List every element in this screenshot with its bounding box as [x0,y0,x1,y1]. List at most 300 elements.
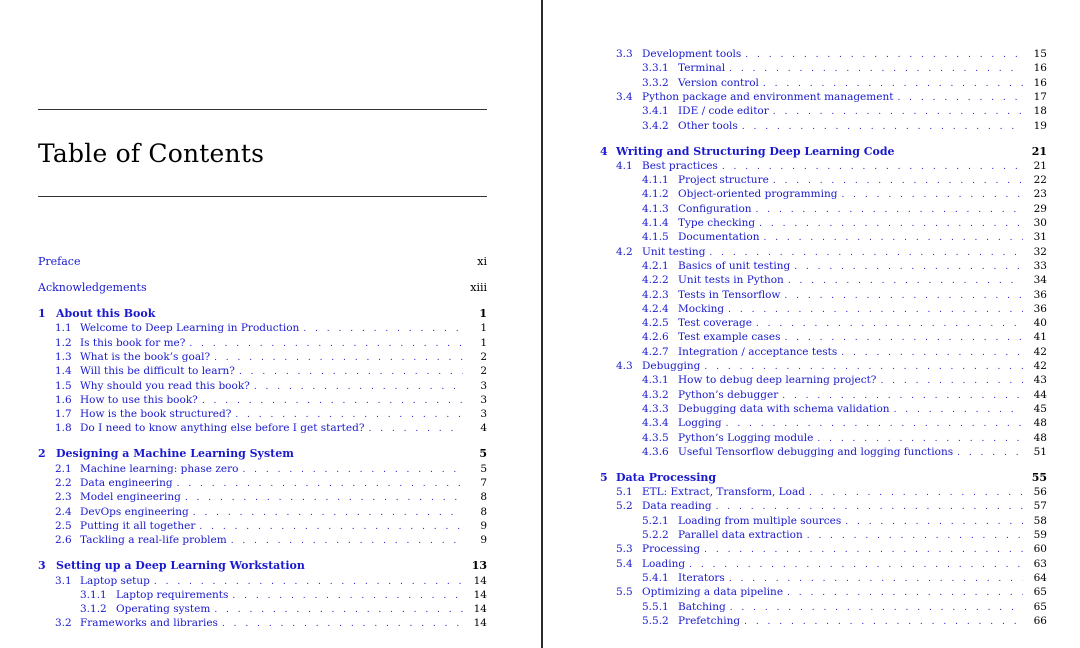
toc-section-entry[interactable] [55,336,487,351]
toc-entry-number: 5.2 [616,500,633,513]
dot-leader [957,446,1023,460]
dot-leader [235,408,463,422]
toc-chapter-entry[interactable] [600,145,1047,159]
dot-leader [756,203,1023,217]
page-divider [541,0,543,648]
toc-entry-title: Data Processing [616,470,717,484]
toc-entry-number: 4.3.3 [642,402,669,415]
toc-entry-number: 3.3.2 [642,76,669,89]
toc-entry-title: Frameworks and libraries [80,617,218,630]
toc-page-number: 3 [480,393,487,406]
toc-entry-title: Test example cases [678,331,781,344]
toc-page-number: 57 [1033,500,1047,513]
toc-entry-number: 5.1 [616,486,633,499]
dot-leader [177,477,463,491]
toc-entry-title: Optimizing a data pipeline [642,586,784,599]
toc-entry-number: 4.2 [616,245,633,258]
toc-entry-title: How to use this book? [80,393,198,406]
toc-entry-title: IDE / code editor [678,105,769,118]
dot-leader [726,417,1023,431]
toc-section-entry[interactable] [642,514,1047,529]
toc-page-number: 42 [1033,345,1047,358]
toc-entry-number: 2.2 [55,477,72,489]
dot-leader [763,231,1023,245]
toc-entry-title: Tests in Tensorflow [678,288,781,301]
toc-page-number: 59 [1033,529,1047,541]
toc-page-number: 1 [480,322,487,335]
toc-section-entry[interactable] [642,445,1047,460]
toc-entry-title: Parallel data extraction [678,529,803,541]
toc-entry-number: 4.3.6 [642,445,669,458]
toc-entry-title: Is this book for me? [80,336,186,349]
toc-page-number: 41 [1033,331,1047,344]
toc-chapter-entry[interactable] [38,281,487,295]
toc-entry-number: 4.1.2 [642,188,669,201]
dot-leader [745,48,1023,62]
toc-entry-number: 5.2.1 [642,514,669,527]
dot-leader [728,303,1023,317]
toc-section-entry[interactable] [642,104,1047,119]
dot-leader [756,317,1023,331]
toc-page-number: 8 [480,491,487,504]
toc-page-number: 55 [1031,470,1047,484]
toc-entry-title: About this Book [56,307,156,320]
toc-entry-number: 5.2.2 [642,529,669,541]
toc-page-number: 30 [1033,217,1047,229]
toc-page-number: 2 [480,350,487,363]
toc-entry-number: 3.2 [55,617,72,630]
dot-leader [817,432,1023,446]
toc-section-entry[interactable] [616,47,1047,62]
title-top-rule [38,109,487,110]
toc-entry-title: Unit tests in Python [678,274,784,287]
toc-page-number: 5 [479,447,487,461]
toc-section-entry[interactable] [55,476,487,491]
toc-entry-title: Debugging data with schema validation [678,402,890,415]
toc-entry-number: 5.5.2 [642,614,669,627]
toc-entry-title: Setting up a Deep Learning Workstation [56,559,305,573]
toc-section-entry[interactable] [55,490,487,505]
toc-page-number: 14 [473,588,487,601]
toc-entry-number: 4.1.1 [642,174,669,187]
toc-chapter-entry[interactable] [38,307,487,321]
toc-entry-number: 4.2.1 [642,259,669,272]
toc-page-number: 56 [1033,486,1047,499]
toc-section-entry[interactable] [642,402,1047,417]
toc-entry-title: Putting it all together [80,519,196,532]
toc-entry-title: Version control [678,76,759,89]
dot-leader [239,365,463,379]
dot-leader [841,188,1023,202]
dot-leader [199,520,463,534]
toc-entry-number: 4.3.4 [642,417,669,430]
toc-section-entry[interactable] [642,302,1047,317]
toc-page-number: 1 [480,336,487,349]
toc-entry-number: 2.3 [55,491,72,504]
dot-leader [222,617,463,631]
toc-page-number: 36 [1033,302,1047,315]
toc-entry-number: 3.3.1 [642,62,669,75]
toc-section-entry[interactable] [55,379,487,394]
toc-entry-number: 2 [38,447,46,461]
toc-page-number: 65 [1033,600,1047,613]
toc-section-entry[interactable] [616,557,1047,572]
toc-entry-title: Will this be difficult to learn? [80,365,235,378]
toc-section-entry[interactable] [642,119,1047,134]
toc-section-entry[interactable] [642,600,1047,615]
toc-section-entry[interactable] [616,245,1047,260]
page-title: Table of Contents [38,139,265,168]
toc-section-entry[interactable] [642,273,1047,288]
toc-page-number: 21 [1031,144,1047,158]
toc-entry-title: Object-oriented programming [678,188,838,201]
dot-leader [729,62,1023,76]
toc-entry-number: 1.1 [55,322,72,335]
toc-page-number: 8 [480,505,487,518]
toc-entry-number: 4.2.2 [642,274,669,287]
toc-entry-title: Operating system [116,603,211,616]
toc-entry-title: Logging [678,417,722,430]
toc-section-entry[interactable] [642,431,1047,446]
toc-page-number: 2 [480,365,487,378]
toc-section-entry[interactable] [642,61,1047,76]
toc-entry-title: Python’s Logging module [678,431,814,444]
toc-entry-title: Batching [678,600,726,613]
dot-leader [303,322,463,336]
toc-entry-number: 5.3 [616,543,633,556]
toc-section-entry[interactable] [642,216,1047,231]
toc-page-number: 18 [1033,105,1047,118]
toc-page-number: 14 [473,603,487,616]
toc-page-number: 33 [1033,259,1047,272]
toc-section-entry[interactable] [616,159,1047,174]
toc-entry-number: 3.3 [616,48,633,60]
toc-entry-title: Mocking [678,302,725,315]
toc-page-number: 14 [473,574,487,587]
dot-leader [704,543,1023,557]
toc-page-number: 16 [1033,76,1047,89]
toc-section-entry[interactable] [642,416,1047,431]
toc-entry-title: Prefetching [678,614,741,627]
toc-entry-title: Why should you read this book? [80,379,250,392]
toc-entry-number: 5.5.1 [642,600,669,613]
dot-leader [189,337,463,351]
toc-section-entry[interactable] [642,76,1047,91]
toc-entry-number: 3.1.1 [80,588,107,601]
dot-leader [709,246,1023,260]
toc-entry-number: 1.6 [55,393,72,406]
toc-entry-number: 4.2.6 [642,331,669,344]
dot-leader [782,389,1023,403]
toc-entry-title: DevOps engineering [80,505,189,518]
toc-page-number: 42 [1033,360,1047,372]
toc-page-number: 58 [1033,514,1047,527]
dot-leader [742,120,1023,134]
toc-page-number: 64 [1033,571,1047,584]
toc-page-number: 66 [1033,614,1047,627]
toc-section-entry[interactable] [642,528,1047,543]
dot-leader [784,289,1023,303]
dot-leader [154,575,463,589]
toc-entry-number: 1.8 [55,422,72,435]
toc-page-number: 9 [480,534,487,547]
toc-entry-title: Iterators [678,571,725,584]
toc-entry-number: 1.7 [55,408,72,421]
toc-page-number: 16 [1033,62,1047,75]
toc-page-number: 17 [1033,90,1047,103]
toc-chapter-entry[interactable] [38,447,487,461]
toc-section-entry[interactable] [616,485,1047,500]
toc-section-entry[interactable] [55,393,487,408]
toc-page-number: 48 [1033,417,1047,430]
dot-leader [231,534,463,548]
toc-section-entry[interactable] [642,388,1047,403]
dot-leader [368,422,463,436]
dot-leader [214,603,463,617]
toc-entry-title: Python’s debugger [678,388,779,401]
toc-page-number: 43 [1033,374,1047,387]
dot-leader [716,500,1023,514]
toc-chapter-entry[interactable] [38,559,487,573]
toc-section-entry[interactable] [642,345,1047,360]
toc-entry-number: 1.4 [55,365,72,378]
dot-leader [744,615,1023,629]
toc-entry-title: Best practices [642,159,718,172]
toc-page-number: 19 [1033,119,1047,132]
toc-page-number: 5 [480,462,487,475]
toc-entry-number: 3 [38,559,46,573]
dot-leader [689,558,1023,572]
toc-entry-title: Machine learning: phase zero [80,462,239,475]
toc-entry-number: 4.1.5 [642,231,669,244]
dot-leader [894,403,1023,417]
toc-section-entry[interactable] [55,321,487,336]
toc-section-entry[interactable] [55,350,487,365]
toc-section-entry[interactable] [642,187,1047,202]
toc-entry-number: 3.4 [616,90,633,103]
toc-entry-title: Data engineering [80,477,173,489]
toc-page-number: 36 [1033,288,1047,301]
toc-entry-number: 5.4 [616,557,633,570]
toc-section-entry[interactable] [616,90,1047,105]
toc-section-entry[interactable] [616,499,1047,514]
dot-leader [722,160,1023,174]
toc-entry-title: Development tools [642,48,742,60]
dot-leader [773,105,1023,119]
toc-entry-number: 4 [600,144,608,158]
toc-section-entry[interactable] [55,462,487,477]
toc-page-number: 34 [1033,274,1047,287]
toc-section-entry[interactable] [80,588,487,603]
toc-entry-number: 4.1.4 [642,217,669,229]
toc-section-entry[interactable] [55,421,487,436]
toc-section-entry[interactable] [642,259,1047,274]
toc-page-number: 21 [1033,159,1047,172]
toc-section-entry[interactable] [616,542,1047,557]
toc-entry-number: 4.2.7 [642,345,669,358]
right-page [544,0,1080,648]
dot-leader [193,506,463,520]
dot-leader [841,346,1023,360]
toc-page-number: 31 [1033,231,1047,244]
toc-page-number: 3 [480,379,487,392]
toc-page-number: 29 [1033,202,1047,215]
toc-chapter-entry[interactable] [600,471,1047,485]
toc-entry-title: Useful Tensorflow debugging and logging functions [678,445,954,458]
toc-entry-title: How to debug deep learning project? [678,374,877,387]
toc-entry-number: 2.5 [55,519,72,532]
toc-entry-title: Model engineering [80,491,181,504]
toc-section-entry[interactable] [642,230,1047,245]
toc-entry-number: 1.5 [55,379,72,392]
dot-leader [794,260,1023,274]
toc-entry-title: Documentation [678,231,760,244]
dot-leader [232,589,463,603]
toc-page-number: 13 [471,559,487,573]
toc-entry-title: Laptop requirements [116,588,229,601]
toc-section-entry[interactable] [642,173,1047,188]
toc-page-number: xi [477,255,487,268]
dot-leader [787,586,1023,600]
toc-entry-number: 1.2 [55,336,72,349]
toc-page-number: 9 [480,519,487,532]
toc-section-entry[interactable] [642,288,1047,303]
toc-section-entry[interactable] [55,505,487,520]
toc-section-entry[interactable] [55,364,487,379]
toc-entry-title: Writing and Structuring Deep Learning Code [616,144,895,158]
toc-page-number: 7 [480,477,487,489]
dot-leader [202,394,463,408]
toc-page-number: 65 [1033,586,1047,599]
toc-entry-title: Test coverage [678,317,752,330]
toc-chapter-entry[interactable] [38,255,487,269]
dot-leader [897,91,1023,105]
toc-section-entry[interactable] [642,373,1047,388]
toc-page-number: 3 [480,408,487,421]
toc-entry-title: Other tools [678,119,738,132]
toc-entry-number: 4.3 [616,360,633,372]
toc-page-number: 23 [1033,188,1047,201]
toc-entry-title: Configuration [678,202,752,215]
toc-page-number: 51 [1033,445,1047,458]
toc-entry-number: 4.1 [616,159,633,172]
toc-section-entry[interactable] [616,585,1047,600]
toc-entry-title: ETL: Extract, Transform, Load [642,486,805,499]
toc-section-entry[interactable] [55,407,487,422]
toc-page-number: 14 [473,617,487,630]
toc-section-entry[interactable] [642,571,1047,586]
dot-leader [242,463,463,477]
toc-page-number: 45 [1033,402,1047,415]
toc-section-entry[interactable] [642,614,1047,629]
toc-entry-title: What is the book’s goal? [80,350,211,363]
toc-entry-number: 4.1.3 [642,202,669,215]
toc-entry-title: Tackling a real-life problem [80,534,227,547]
toc-entry-title: Acknowledgements [38,281,147,294]
toc-entry-number: 3.4.1 [642,105,669,118]
toc-entry-title: How is the book structured? [80,408,232,421]
toc-entry-number: 4.2.3 [642,288,669,301]
toc-entry-number: 4.3.2 [642,388,669,401]
toc-entry-title: Designing a Machine Learning System [56,447,294,461]
toc-page-number: 48 [1033,431,1047,444]
toc-entry-number: 4.2.5 [642,317,669,330]
toc-entry-title: Unit testing [642,245,706,258]
toc-page-number: 44 [1033,388,1047,401]
toc-entry-title: Processing [642,543,701,556]
toc-entry-title: Basics of unit testing [678,259,791,272]
toc-entry-number: 3.1 [55,574,72,587]
title-bottom-rule [38,196,487,197]
toc-section-entry[interactable] [642,330,1047,345]
toc-page-number: 4 [480,422,487,435]
toc-page-number: 63 [1033,557,1047,570]
toc-section-entry[interactable] [642,202,1047,217]
toc-entry-title: Type checking [678,217,756,229]
toc-entry-number: 3.4.2 [642,119,669,132]
toc-entry-number: 5.5 [616,586,633,599]
toc-entry-title: Laptop setup [80,574,150,587]
toc-page-number: 40 [1033,317,1047,330]
toc-entry-number: 1 [38,307,46,320]
dot-leader [254,380,463,394]
dot-leader [759,217,1023,231]
toc-section-entry[interactable] [55,574,487,589]
toc-entry-title: Loading [642,557,686,570]
toc-section-entry[interactable] [616,359,1047,374]
toc-entry-title: Terminal [678,62,726,75]
toc-entry-number: 4.3.1 [642,374,669,387]
dot-leader [704,360,1023,374]
toc-entry-title: Preface [38,255,81,268]
dot-leader [788,274,1023,288]
dot-leader [784,331,1023,345]
toc-entry-title: Welcome to Deep Learning in Production [80,322,300,335]
toc-section-entry[interactable] [55,519,487,534]
toc-entry-number: 1.3 [55,350,72,363]
toc-section-entry[interactable] [55,616,487,631]
dot-leader [730,601,1023,615]
toc-page-number: 22 [1033,174,1047,187]
dot-leader [214,351,463,365]
toc-entry-number: 5 [600,470,608,484]
toc-entry-title: Data reading [642,500,712,513]
toc-page-number: 1 [479,307,487,320]
toc-entry-number: 3.1.2 [80,603,107,616]
toc-entry-number: 2.6 [55,534,72,547]
toc-entry-title: Loading from multiple sources [678,514,842,527]
toc-entry-title: Integration / acceptance tests [678,345,838,358]
toc-entry-title: Debugging [642,360,701,372]
toc-section-entry[interactable] [80,602,487,617]
toc-section-entry[interactable] [55,533,487,548]
toc-entry-title: Do I need to know anything else before I get started? [80,422,365,435]
dot-leader [773,174,1023,188]
toc-entry-number: 4.3.5 [642,431,669,444]
toc-entry-number: 5.4.1 [642,571,669,584]
toc-section-entry[interactable] [642,316,1047,331]
dot-leader [763,77,1023,91]
dot-leader [880,374,1023,388]
dot-leader [845,515,1023,529]
toc-entry-title: Project structure [678,174,769,187]
toc-entry-number: 2.1 [55,462,72,475]
toc-entry-number: 4.2.4 [642,302,669,315]
dot-leader [809,486,1023,500]
toc-page-number: xiii [470,281,487,294]
dot-leader [185,491,463,505]
toc-page-number: 60 [1033,543,1047,556]
